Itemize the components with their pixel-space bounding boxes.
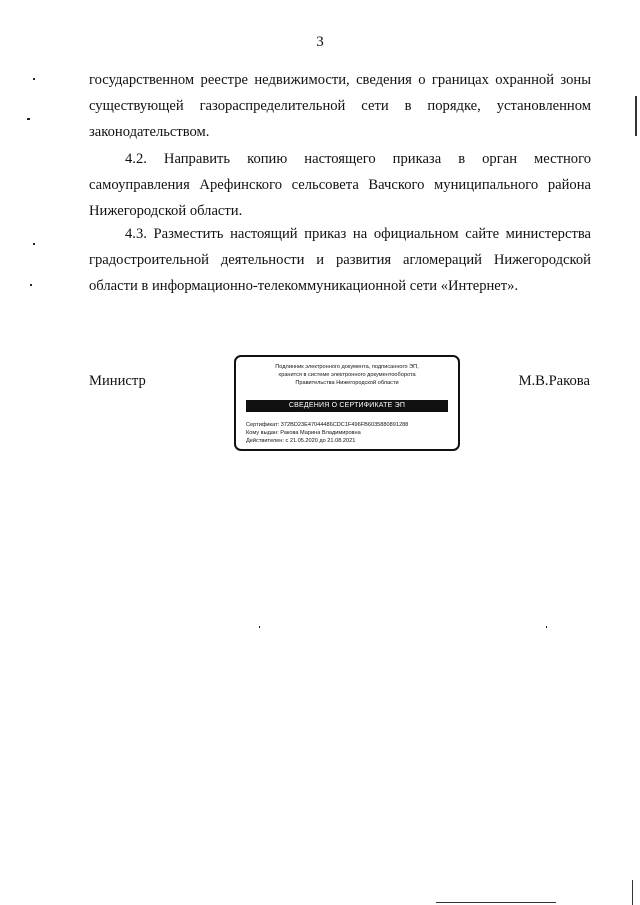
scan-speck bbox=[33, 243, 35, 245]
certificate-validity: Действителен: с 21.05.2020 до 21.08.2021 bbox=[246, 438, 356, 444]
electronic-signature-stamp bbox=[234, 355, 460, 451]
scan-speck bbox=[546, 626, 547, 628]
stamp-details bbox=[246, 421, 450, 445]
paragraph-line: области в информационно-телекоммуникационной сети «Интернет». bbox=[89, 278, 519, 294]
scan-speck bbox=[33, 78, 35, 80]
stamp-banner: СВЕДЕНИЯ О СЕРТИФИКАТЕ ЭП bbox=[246, 400, 448, 412]
paragraph-registry bbox=[89, 67, 591, 145]
paragraph-item-4-2 bbox=[89, 146, 591, 224]
paragraph-line: 4.2. Направить копию настоящего приказа в орган местного bbox=[125, 151, 591, 167]
paragraph-line: Нижегородской области. bbox=[89, 203, 243, 219]
scan-speck bbox=[259, 626, 260, 628]
scan-speck bbox=[27, 118, 30, 120]
paragraph-item-4-3 bbox=[89, 221, 591, 299]
paragraph-line: самоуправления Арефинского сельсовета Вачского муниципального района bbox=[89, 177, 591, 193]
stamp-note-line: Правительства Нижегородской области bbox=[295, 380, 399, 386]
scan-edge-mark bbox=[635, 96, 637, 136]
paragraph-line: существующей газораспределительной сети в порядке, установленном bbox=[89, 98, 591, 114]
stamp-note-line: хранится в системе электронного документооборота bbox=[278, 372, 416, 378]
scan-speck bbox=[30, 284, 32, 286]
certificate-number: Сертификат: 372BD23E47044486CDC1F496FB6035880891288 bbox=[246, 422, 409, 428]
certificate-owner: Кому выдан: Ракова Марина Владимировна bbox=[246, 430, 361, 436]
paragraph-line: градостроительной деятельности и развития агломераций Нижегородской bbox=[89, 252, 591, 268]
paragraph-line: государственном реестре недвижимости, сведения о границах охранной зоны bbox=[89, 72, 591, 88]
scan-edge-mark bbox=[436, 902, 556, 903]
stamp-note-line: Подлинник электронного документа, подписанного ЭП, bbox=[275, 364, 419, 370]
paragraph-line: законодательством. bbox=[89, 124, 210, 140]
stamp-note bbox=[242, 363, 452, 387]
scan-edge-mark bbox=[632, 880, 633, 905]
paragraph-line: 4.3. Разместить настоящий приказ на официальном сайте министерства bbox=[125, 226, 591, 242]
signatory-position: Министр bbox=[89, 373, 146, 389]
signatory-name: М.В.Ракова bbox=[518, 373, 590, 389]
page-number: 3 bbox=[316, 34, 324, 50]
